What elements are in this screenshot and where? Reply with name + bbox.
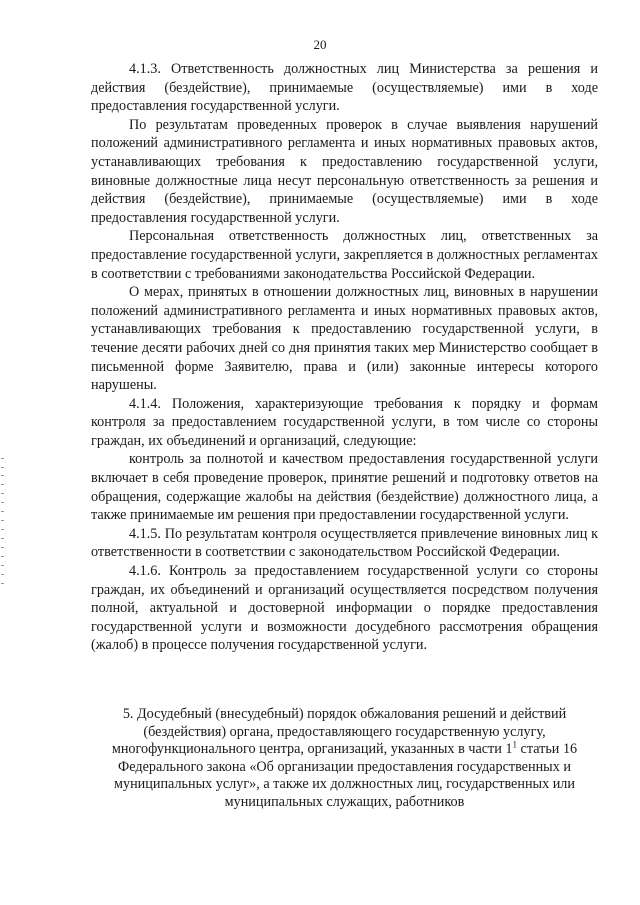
section-5-heading (91, 706, 598, 811)
paragraph-4-1-3: 4.1.3. Ответственность должностных лиц Министерства за решения и действия (бездействие), принимаемые (осуществляемые) ими в ходе предоставления государственной услуги. (91, 61, 598, 115)
section-heading-text-start: 5. Досудебный (внесудебный) порядок обжалования решений и действий (бездействия) органа, предоставляющего государственную услугу, многофункционального центра, организаций, указанных в части 1 (111, 706, 567, 757)
paragraph-personal-responsibility: Персональная ответственность должностных лиц, ответственных за предоставление государственной услуги, закрепляется в должностных регламентах в соответствии с требованиями законодательства Российской Федерации. (91, 228, 598, 282)
paragraph-quality-control: контроль за полнотой и качеством предоставления государственной услуги включает в себя проведение проверок, принятие решений и подготовку ответов на обращения, содержащие жалобы на действия (бездействие) должностного лица, а также принимаемые им решения при предоставлении государственной услуги. (91, 451, 598, 524)
paragraph-4-1-6: 4.1.6. Контроль за предоставлением государственной услуги со стороны граждан, их объединений и организаций осуществляется посредством получения полной, актуальной и достоверной информации о порядке предоставления государственной услуги и возможности досудебного рассмотрения обращения (жалоб) в процессе получения государственной услуги. (91, 563, 598, 654)
paragraph-4-1-5: 4.1.5. По результатам контроля осуществляется привлечение виновных лиц к ответственности в соответствии с законодательством Российской Федерации. (91, 525, 598, 561)
paragraph-inspection-results: По результатам проведенных проверок в случае выявления нарушений положений административного регламента и иных нормативных правовых актов, устанавливающих требования к предоставлению государственной услуги, виновные должностные лица несут персональную ответственность за решения и действия (бездействие), принимаемые (осуществляемые) ими в ходе предоставления государственной услуги. (91, 116, 598, 226)
document-body (91, 60, 598, 655)
paragraph-measures-notice: О мерах, принятых в отношении должностных лиц, виновных в нарушении положений административного регламента и иных нормативных правовых актов, устанавливающих требования к предоставлению государственной услуги, в течение десяти рабочих дней со дня принятия таких мер Министерство сообщает в письменной форме Заявителю, права и (или) законные интересы которого нарушены. (91, 284, 598, 394)
section-heading-text-end: статьи 16 Федерального закона «Об организации предоставления государственных и муниципальных услуг», а также их должностных лиц, государственных или муниципальных служащих, работников (114, 741, 578, 810)
page-number: 20 (313, 37, 327, 52)
section-heading-superscript: 1 (512, 739, 517, 750)
binding-margin-marks (0, 458, 5, 588)
paragraph-4-1-4: 4.1.4. Положения, характеризующие требования к порядку и формам контроля за предоставлением государственной услуги, в том числе со стороны граждан, их объединений и организаций, следующие: (91, 395, 598, 449)
